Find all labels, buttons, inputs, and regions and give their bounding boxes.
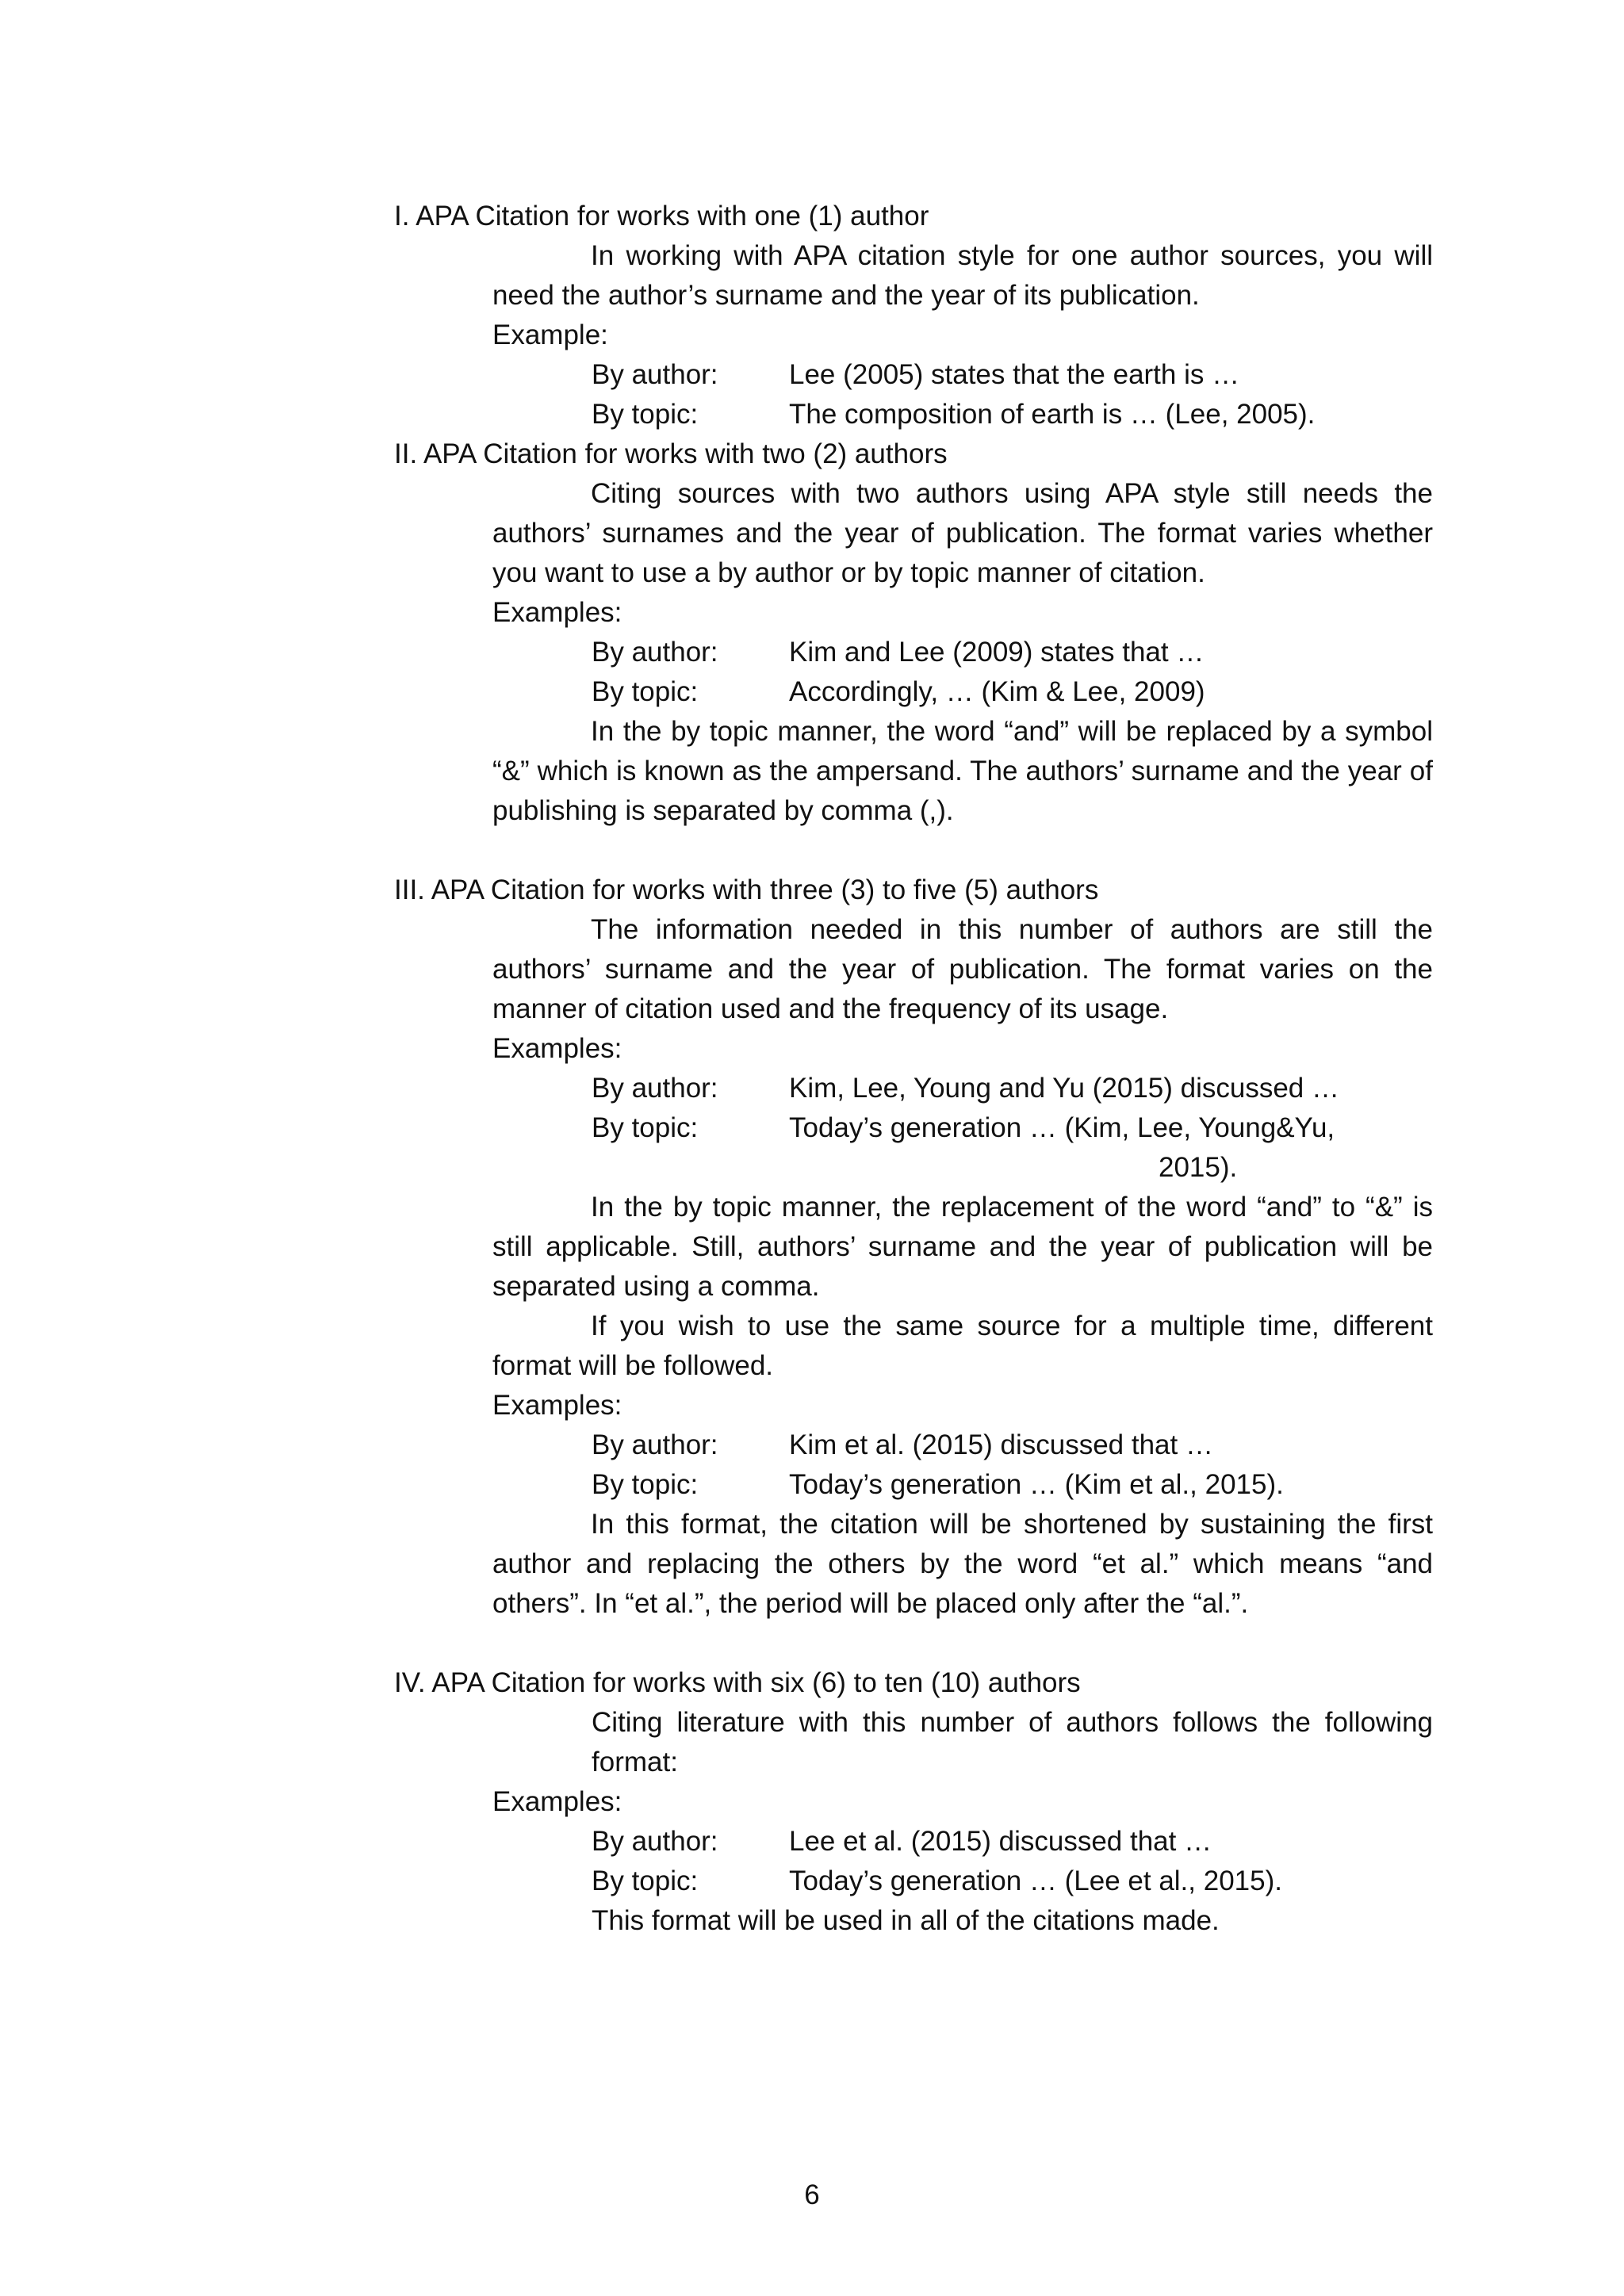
note-block [492,712,1433,831]
section-heading: IV. APA Citation for works with six (6) to ten (10) authors [394,1667,1081,1698]
section-heading: III. APA Citation for works with three (3) to five (5) authors [394,874,1099,905]
note-block [492,1307,1433,1386]
note-paragraph: In the by topic manner, the word “and” will be replaced by a symbol “&” which is known as the ampersand. The authors’ surname and the year of publishing is separated by comma (,). [492,716,1433,826]
example-value: Lee et al. (2015) discussed that … [789,1826,1212,1857]
examples-label: Examples: [492,1033,622,1064]
example-value: Kim et al. (2015) discussed that … [789,1429,1213,1460]
example-key: By topic: [592,1866,699,1896]
example-row [592,1822,1433,1862]
example-key: By topic: [592,676,699,707]
example-row [592,1069,1433,1108]
intro-paragraph: In working with APA citation style for one author sources, you will need the author’s surname and the year of its publication. [492,240,1433,311]
example-value: The composition of earth is … (Lee, 2005). [789,399,1316,430]
note-block [492,1505,1433,1624]
section-heading: I. APA Citation for works with one (1) author [394,201,929,232]
example-continuation: 2015). [1159,1152,1238,1183]
examples-label: Examples: [492,1390,622,1421]
example-key: By author: [592,1826,718,1857]
section-heading: II. APA Citation for works with two (2) authors [394,438,948,469]
example-row [592,355,1433,395]
example-row [592,672,1433,712]
example-key: By author: [592,359,718,390]
note-paragraph: In this format, the citation will be shortened by sustaining the first author and replacing the others by the word “et al.” which means “and others”. In “et al.”, the period will be placed only after the “al.”. [492,1509,1433,1619]
example-key: By topic: [592,1112,699,1143]
example-value: Today’s generation … (Lee et al., 2015). [789,1866,1282,1896]
examples-label: Examples: [492,597,622,628]
example-value: Kim, Lee, Young and Yu (2015) discussed … [789,1073,1340,1104]
example-value: Today’s generation … (Kim, Lee, Young&Yu, [789,1112,1335,1143]
closing-line: This format will be used in all of the citations made. [592,1905,1220,1936]
example-row [592,1425,1433,1465]
note-paragraph: In the by topic manner, the replacement of the word “and” to “&” is still applicable. Still, authors’ surname and the year of publication will be separated using a comma. [492,1192,1433,1302]
examples-label: Examples: [492,1786,622,1817]
section-intro [492,910,1433,1029]
example-key: By topic: [592,1469,699,1500]
example-row [592,1862,1433,1901]
example-row [592,1108,1433,1148]
example-row [592,633,1433,672]
example-key: By author: [592,1429,718,1460]
example-row [592,395,1433,434]
page-number: 6 [804,2179,820,2210]
example-value: Kim and Lee (2009) states that … [789,637,1205,668]
note-block [492,1188,1433,1307]
example-value: Accordingly, … (Kim & Lee, 2009) [789,676,1205,707]
examples-label: Example: [492,320,608,350]
example-key: By topic: [592,399,699,430]
example-row [592,1465,1433,1505]
intro-paragraph: Citing sources with two authors using APA style still needs the authors’ surnames and the year of publication. The format varies whether you want to use a by author or by topic manner of citation. [492,478,1433,588]
note-paragraph: If you wish to use the same source for a multiple time, different format will be followed. [492,1311,1433,1381]
intro-paragraph: The information needed in this number of authors are still the authors’ surname and the year of publication. The format varies on the manner of citation used and the frequency of its usage. [492,914,1433,1024]
section-intro [492,474,1433,593]
example-key: By author: [592,1073,718,1104]
section-intro [492,236,1433,316]
example-value: Today’s generation … (Kim et al., 2015). [789,1469,1284,1500]
intro-paragraph: Citing literature with this number of authors follows the following format: [592,1707,1433,1777]
example-value: Lee (2005) states that the earth is … [789,359,1240,390]
example-key: By author: [592,637,718,668]
